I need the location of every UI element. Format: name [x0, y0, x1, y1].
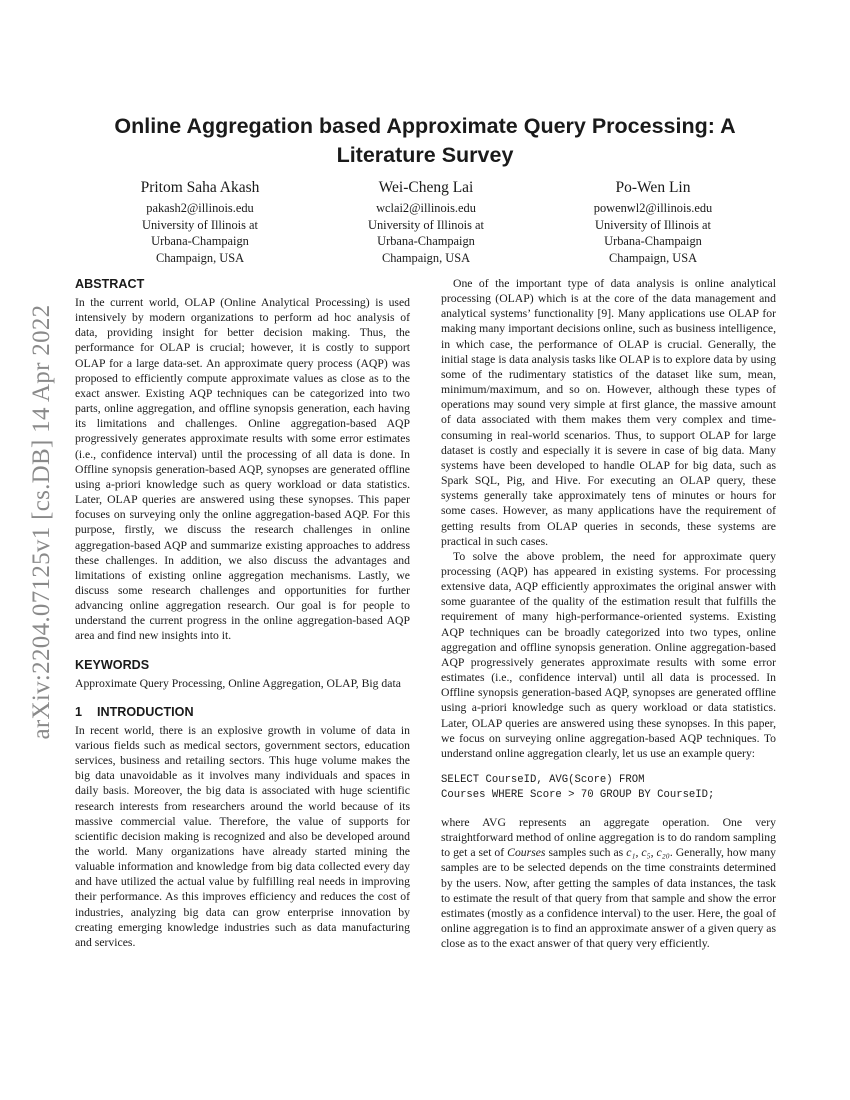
author-name: Pritom Saha Akash [140, 179, 260, 196]
author-email: pakash2@illinois.edu [146, 201, 254, 215]
author-affiliation: University of Illinois at [368, 217, 484, 232]
section-heading [75, 704, 410, 720]
code-line: Courses WHERE Score > 70 GROUP BY CourseID; [441, 789, 715, 801]
author-name: Po-Wen Lin [615, 179, 691, 196]
author-affiliation: Champaign, USA [155, 250, 245, 265]
arxiv-identifier-text: arXiv:2204.07125v1 [cs.DB] 14 Apr 2022 [28, 304, 55, 740]
abstract-heading: ABSTRACT [75, 277, 145, 291]
keywords-heading: KEYWORDS [75, 657, 150, 672]
sql-example [441, 773, 776, 803]
author-affiliation: Champaign, USA [608, 250, 698, 265]
body-paragraph: where AVG represents an aggregate operation. One very straightforward method of online aggregation is to do random sampling to get a set of Courses samples such as c₁, c₅, c₂₀. Generally, how many samples are to be selected depends on the time constraints determined by the users. Now, after getting the samples of data instances, the task to estimate the result of that query from that sample and show the error estimates (mostly as a confidence interval) to the user. Here, the goal of online aggregation is to find an approximate answer of a given query as close as to the exact answer of that query very efficiently. [441, 816, 776, 951]
author-affiliation: Champaign, USA [381, 250, 471, 265]
author-affiliation: Urbana-Champaign [377, 234, 475, 249]
keywords-text: Approximate Query Processing, Online Aggregation, OLAP, Big data [75, 676, 401, 690]
author-email: wclai2@illinois.edu [376, 201, 476, 215]
intro-paragraph: In recent world, there is an explosive growth in volume of data in various fields such as medical sectors, government sectors, education services, business and retailing sectors. This huge volume makes the big data unavoidable as it involves many individuals and spaces in daily basis. Moreover, the big data is associated with huge scientific research interests from researchers around the world because of its massive commercial value. Therefore, the value of supports for scientific decision making is recognized and also be developed around the world. Many organizations have already started mining the valuable information and knowledge from big data collected every day and have utilized the actual value by fulfilling real needs in improving their performance. As this improves efficiency and reduces the cost of industries, analyzing big data can grow enterprise innovation by creating emerging knowledge industries such as data manufacturing and services. [75, 723, 410, 949]
section-title: INTRODUCTION [97, 704, 194, 719]
abstract-text: In the current world, OLAP (Online Analytical Processing) is used intensively by modern organizations to perform ad hoc analysis of data, providing insight for better decision making. Thus, the performance for OLAP is crucial; however, it is costly to support OLAP for a large data-set. An approximate query process (AQP) was proposed to efficiently compute approximate values as close as to the exact answer. Existing AQP techniques can be categorized into two parts, online aggregation, and offline synopsis generation, each having its limitations and challenges. Online aggregation-based AQP progressively generates approximate results with some error estimates (i.e., confidence interval) until the processing of all data is done. In Offline synopsis generation-based AQP, synopses are generated offline using a-priori knowledge such as query workload or data statistics. Later, OLAP queries are answered using these synopses. This paper focuses on surveying only the online aggregation-based AQP. For this purpose, firstly, we discuss the research challenges in online aggregation-based AQP and summarize existing approaches to address these challenges. In addition, we also discuss the advantages and limitations of existing online aggregation mechanisms. Lastly, we discuss some research challenges and opportunities for further advancing online aggregation research. Our goal is for people to understand the current progress in the online aggregation-based AQP area and find new insights into it. [75, 296, 410, 643]
author-affiliation: University of Illinois at [595, 217, 711, 232]
left-column [75, 276, 410, 950]
author-email: powenwl2@illinois.edu [593, 201, 713, 215]
arxiv-identifier [22, 287, 62, 757]
math-inline: c₁, c₅, c₂₀ [626, 846, 670, 860]
emphasis: Courses [507, 846, 546, 860]
author-block [538, 178, 768, 266]
author-name: Wei-Cheng Lai [378, 179, 474, 196]
section-number: 1 [75, 704, 83, 719]
author-affiliation: Urbana-Champaign [151, 234, 249, 249]
right-column [441, 276, 776, 951]
body-paragraph: One of the important type of data analysis is online analytical processing (OLAP) which is at the core of the data management and analytical systems’ functionality [9]. Many applications use OLAP for making many important decisions online, such as business intelligence, in which case, the performance of OLAP is crucial. Generally, the initial stage is data analysis tasks like OLAP is to explore data by using some of the rudimentary statistics of the dataset like sum, mean, minimum/maximum, and so on. However, although these types of operations may sound very simple at first glance, the massive amount of data associated with them makes them very complex and time-consuming in real-world scenarios. Thus, to support OLAP for large dataset is costly and especially it is severe in case of big data. Many systems have been developed to handle OLAP for big data, such as Spark SQL, Pig, and Hive. For executing an OLAP query, these systems generally take approximately tens of minutes or hours for some cases. However, as many applications have the requirement of getting results from OLAP queries in seconds, these systems are practical in such cases. [441, 277, 776, 548]
code-line: SELECT CourseID, AVG(Score) FROM [441, 774, 645, 786]
author-block [85, 178, 315, 266]
author-affiliation: Urbana-Champaign [604, 234, 702, 249]
author-affiliation: University of Illinois at [142, 217, 258, 232]
paper-title: Online Aggregation based Approximate Query Processing: A Literature Survey [114, 114, 736, 167]
author-block [311, 178, 541, 266]
body-paragraph: To solve the above problem, the need for approximate query processing (AQP) has appeared in existing systems. For processing extensive data, AQP efficiently approximates the original answer with some guarantee of the quality of the estimation result that fulfills the requirement of many high-performance-oriented systems. Existing AQP techniques can be broadly categorized into two types, online aggregation and offline synopsis generation. Online aggregation-based AQP progressively generates approximate results with some error estimates (i.e., confidence interval) until all data is processed. In Offline synopsis generation-based AQP, synopses are generated offline using a-priori knowledge such as query workload or data statistics. Later, OLAP queries are answered using these synopses. In this paper, we focus on surveying online aggregation-based AQP techniques. To understand online aggregation clearly, let us use an example query: [441, 549, 776, 760]
